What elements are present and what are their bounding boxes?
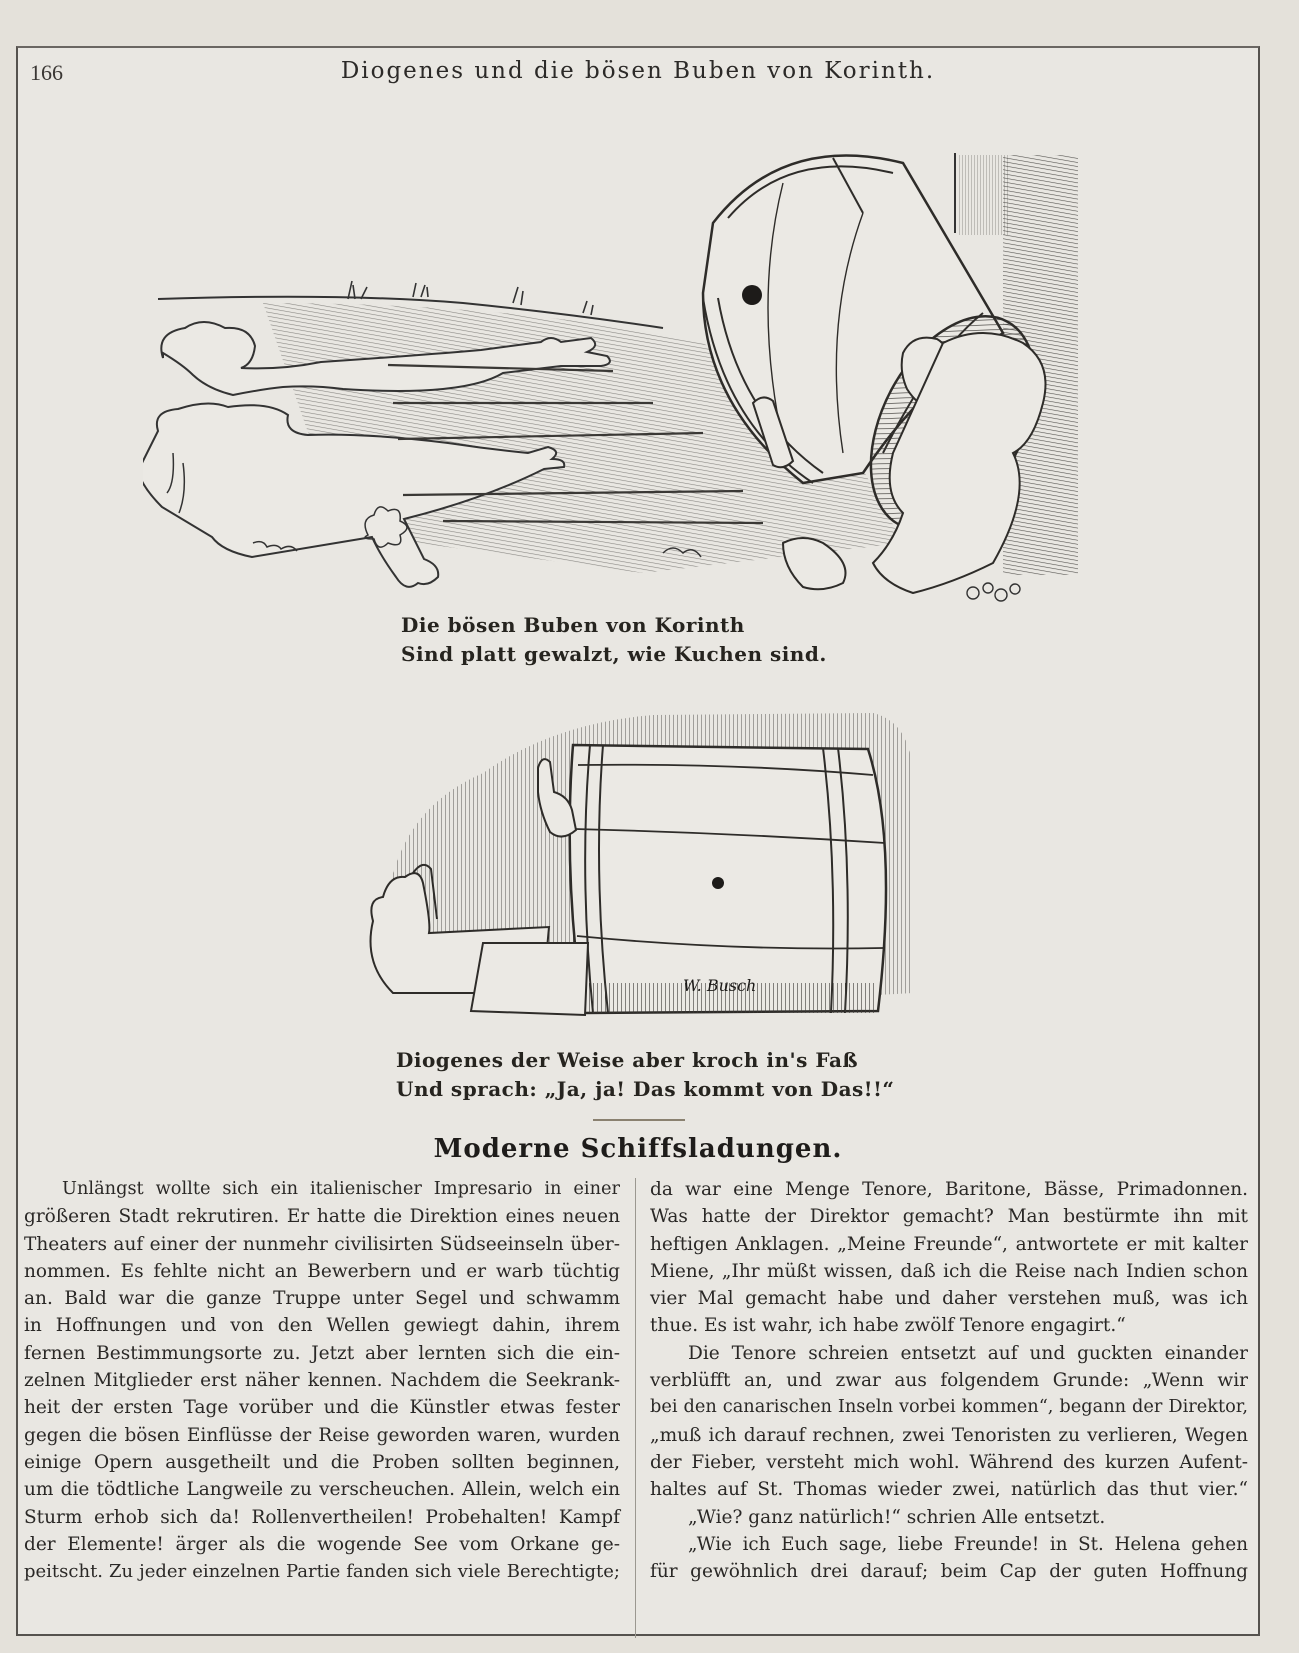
page-frame xyxy=(16,46,1260,1636)
illustration-barrel-rolling xyxy=(143,103,1143,653)
article-title: Moderne Schiffsladungen. xyxy=(433,1134,843,1164)
text-line: vier Mal gemacht habe und daher verstehen muß, was ich xyxy=(650,1288,1248,1310)
text-line: „muß ich darauf rechnen, zwei Tenoristen zu verlieren, Wegen xyxy=(650,1424,1248,1446)
text-line: „Wie? ganz natürlich!“ schrien Alle entsetzt. xyxy=(688,1506,1106,1528)
text-line: Die Tenore schreien entsetzt auf und guckten einander xyxy=(688,1342,1248,1364)
caption-illustration-2 xyxy=(396,1046,894,1104)
column-divider xyxy=(635,1178,636,1638)
barrel-upright xyxy=(570,745,886,1013)
caption-line: Sind platt gewalzt, wie Kuchen sind. xyxy=(401,642,827,666)
text-line: heit der ersten Tage vorüber und die Künstler etwas fester xyxy=(24,1397,620,1419)
text-line: Miene, „Ihr müßt wissen, daß ich die Reise nach Indien schon xyxy=(650,1260,1248,1282)
text-line: verblüfft an, und zwar aus folgendem Grunde: „Wenn wir xyxy=(650,1370,1248,1392)
text-line: Sturm erhob sich da! Rollenvertheilen! Probehalten! Kampf xyxy=(24,1506,620,1528)
text-line: bei den canarischen Inseln vorbei kommen“, begann der Direktor, xyxy=(650,1397,1248,1418)
text-line: fernen Bestimmungsorte zu. Jetzt aber lernten sich die ein- xyxy=(24,1342,620,1364)
article-column-right xyxy=(650,1176,1248,1585)
text-line: Unlängst wollte sich ein italienischer Impresario in einer xyxy=(62,1179,620,1199)
separator-rule xyxy=(593,1119,685,1121)
text-line: der Fieber, versteht mich wohl. Während des kurzen Aufent- xyxy=(650,1451,1248,1473)
caption-illustration-1 xyxy=(401,611,827,669)
page-number: 166 xyxy=(30,60,63,85)
illustration-diogenes-in-barrel xyxy=(353,693,943,1073)
text-line: an. Bald war die ganze Truppe unter Segel und schwamm xyxy=(24,1288,620,1310)
running-head: Diogenes und die bösen Buben von Korinth. xyxy=(340,58,936,84)
text-line: Theaters auf einer der nunmehr civilisirten Südseeinseln über- xyxy=(24,1233,620,1255)
text-line: peitscht. Zu jeder einzelnen Partie fanden sich viele Berechtigte; xyxy=(24,1561,620,1583)
text-line: nommen. Es fehlte nicht an Bewerbern und er warb tüchtig xyxy=(24,1260,620,1282)
pebbles xyxy=(967,583,1020,601)
caption-line: Die bösen Buben von Korinth xyxy=(401,613,745,637)
artist-signature: W. Busch xyxy=(683,976,757,995)
text-line: um die tödtliche Langweile zu verscheuchen. Allein, welch ein xyxy=(24,1479,620,1501)
text-line: da war eine Menge Tenore, Baritone, Bässe, Primadonnen. xyxy=(650,1179,1248,1200)
text-line: haltes auf St. Thomas wieder zwei, natürlich das thut vier.“ xyxy=(650,1479,1248,1501)
text-line: Was hatte der Direktor gemacht? Man bestürmte ihn mit xyxy=(650,1206,1248,1228)
text-line: gegen die bösen Einflüsse der Reise geworden waren, wurden xyxy=(24,1424,620,1446)
text-line: zelnen Mitglieder erst näher kennen. Nachdem die Seekrank- xyxy=(24,1370,620,1392)
text-line: thue. Es ist wahr, ich habe zwölf Tenore engagirt.“ xyxy=(650,1315,1126,1337)
caption-line: Diogenes der Weise aber kroch in's Faß xyxy=(396,1048,859,1072)
text-line: „Wie ich Euch sage, liebe Freunde! in St. Helena gehen xyxy=(688,1533,1248,1555)
article-column-left xyxy=(24,1176,620,1585)
text-line: heftigen Anklagen. „Meine Freunde“, antwortete er mit kalter xyxy=(650,1233,1248,1255)
text-line: für gewöhnlich drei darauf; beim Cap der guten Hoffnung xyxy=(650,1561,1248,1583)
text-line: einige Opern ausgetheilt und die Proben sollten beginnen, xyxy=(24,1451,620,1473)
text-line: größeren Stadt rekrutiren. Er hatte die Direktion eines neuen xyxy=(24,1206,620,1228)
text-line: in Hoffnungen und von den Wellen gewiegt dahin, ihrem xyxy=(24,1315,620,1337)
text-line: der Elemente! ärger als die wogende See vom Orkane ge- xyxy=(24,1533,620,1555)
caption-line: Und sprach: „Ja, ja! Das kommt von Das!!“ xyxy=(396,1077,895,1101)
